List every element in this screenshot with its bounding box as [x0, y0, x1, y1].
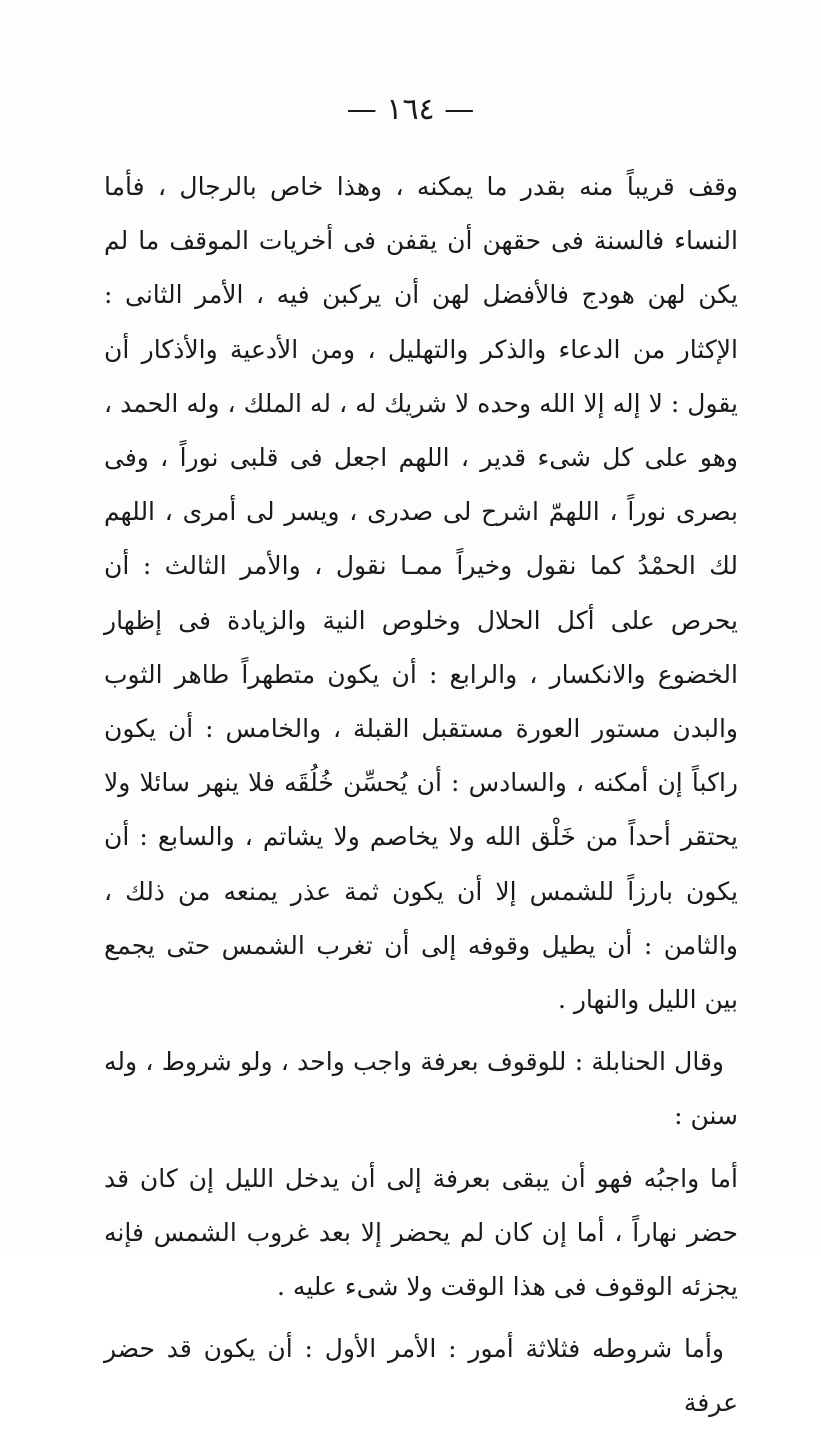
page-body-text	[104, 160, 738, 1431]
paragraph-conditions-of-standing: وقف قريباً منه بقدر ما يمكنه ، وهذا خاص بالرجال ، فأما النساء فالسنة فى حقهن أن يقفن فى أخريات الموقف ما لم يكن لهن هودج فالأفضل لهن أن يركبن فيه ، الأمر الثانى : الإكثار من الدعاء والذكر والتهليل ، ومن الأدعية والأذكار أن يقول : لا إله إلا الله وحده لا شريك له ، له الملك ، وله الحمد ، وهو على كل شىء قدير ، اللهم اجعل فى قلبى نوراً ، وفى بصرى نوراً ، اللهمّ اشرح لى صدرى ، ويسر لى أمرى ، اللهم لك الحمْدُ كما نقول وخيراً ممـا نقول ، والأمر الثالث : أن يحرص على أكل الحلال وخلوص النية والزيادة فى إظهار الخضوع والانكسار ، والرابع : أن يكون متطهراً طاهر الثوب والبدن مستور العورة مستقبل القبلة ، والخامس : أن يكون راكباً إن أمكنه ، والسادس : أن يُحسِّن خُلُقَه فلا ينهر سائلا ولا يحتقر أحداً من خَلْق الله ولا يخاصم ولا يشاتم ، والسابع : أن يكون بارزاً للشمس إلا أن يكون ثمة عذر يمنعه من ذلك ، والثامن : أن يطيل وقوفه إلى أن تغرب الشمس حتى يجمع بين الليل والنهار .	[104, 172, 738, 1015]
paragraph-hanbali-opinion: وقال الحنابلة : للوقوف بعرفة واجب واحد ، ولو شروط ، وله سنن :	[104, 1047, 738, 1131]
paragraph-obligation: أما واجبُه فهو أن يبقى بعرفة إلى أن يدخل الليل إن كان قد حضر نهاراً ، أما إن كان لم يحضر إلا بعد غروب الشمس فإنه يجزئه الوقوف فى هذا الوقت ولا شىء عليه .	[104, 1163, 738, 1302]
paragraph-conditions: وأما شروطه فثلاثة أمور : الأمر الأول : أن يكون قد حضر عرفة	[104, 1334, 738, 1418]
page-number: — ١٦٤ —	[346, 92, 475, 127]
